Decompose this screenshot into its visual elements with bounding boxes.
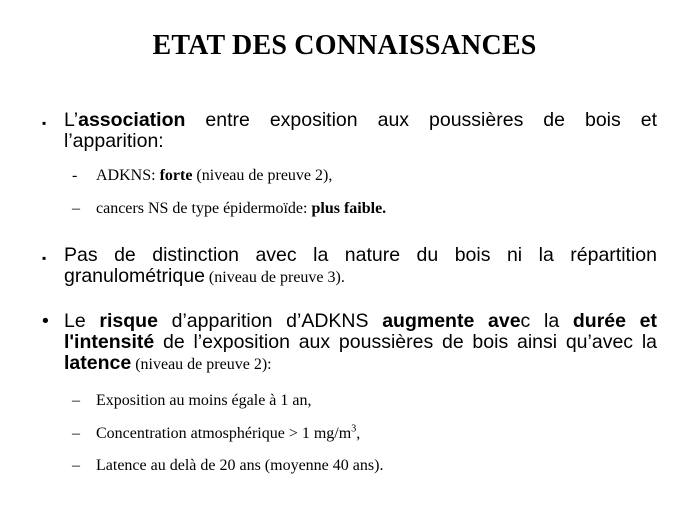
square-bullet-icon: ▪ (42, 251, 47, 265)
sub-item-exposition (72, 391, 652, 411)
text-run: (niveau de preuve 2), (192, 167, 333, 184)
dash-icon: – (72, 200, 80, 217)
text-run: ADKNS: (96, 167, 160, 184)
bold-run: augmente ave (382, 310, 521, 332)
bullet-text (64, 245, 657, 288)
text-run: cancers NS de type épidermoïde: (96, 200, 312, 217)
bold-run: forte (159, 167, 193, 184)
bullet-distinction (42, 245, 657, 288)
bold-run: association (78, 109, 186, 131)
dash-icon: – (72, 392, 80, 409)
text-run: (niveau de preuve 2): (131, 356, 272, 373)
text-run: , (356, 425, 361, 442)
dash-icon: – (72, 425, 80, 442)
bold-run: durée et l'intensité (64, 310, 658, 353)
bold-run: plus faible. (311, 200, 387, 217)
sub-text (96, 424, 652, 444)
text-run: L’ (64, 109, 79, 131)
sub-item-latence (72, 456, 652, 476)
sub-text: Latence au delà de 20 ans (moyenne 40 ans). (96, 457, 384, 474)
text-run: de l’exposition aux poussières de bois ainsi qu’avec la (154, 331, 657, 353)
text-run: Le (64, 310, 100, 332)
sub-item-adkns (72, 166, 652, 186)
bullet-association (42, 110, 657, 152)
round-bullet-icon: • (42, 310, 49, 332)
bullet-text (64, 110, 657, 152)
sub-text (96, 166, 652, 186)
bullet-text (64, 311, 657, 375)
bold-run: risque (99, 310, 158, 332)
bold-run: latence (64, 352, 132, 374)
text-run: Pas de distinction avec la nature du bois ni la répartition granulométrique (64, 244, 657, 287)
bullet-risque (42, 311, 657, 375)
sub-text: Exposition au moins égale à 1 an, (96, 392, 312, 409)
superscript: 3 (351, 423, 357, 435)
text-run: d’apparition d’ADKNS (157, 310, 383, 332)
text-run: c la (520, 310, 573, 332)
sub-item-cancers (72, 199, 652, 219)
square-bullet-icon: ▪ (42, 116, 47, 130)
text-run: (niveau de preuve 3). (204, 269, 345, 286)
dash-icon: - (72, 167, 78, 184)
sub-text (96, 199, 652, 219)
slide-title: ETAT DES CONNAISSANCES (152, 30, 537, 61)
text-run: Concentration atmosphérique > 1 mg/m (96, 425, 352, 442)
sub-item-concentration (72, 424, 652, 444)
dash-icon: – (72, 457, 80, 474)
text-run: entre exposition aux poussières de bois et l’apparition: (64, 109, 657, 152)
